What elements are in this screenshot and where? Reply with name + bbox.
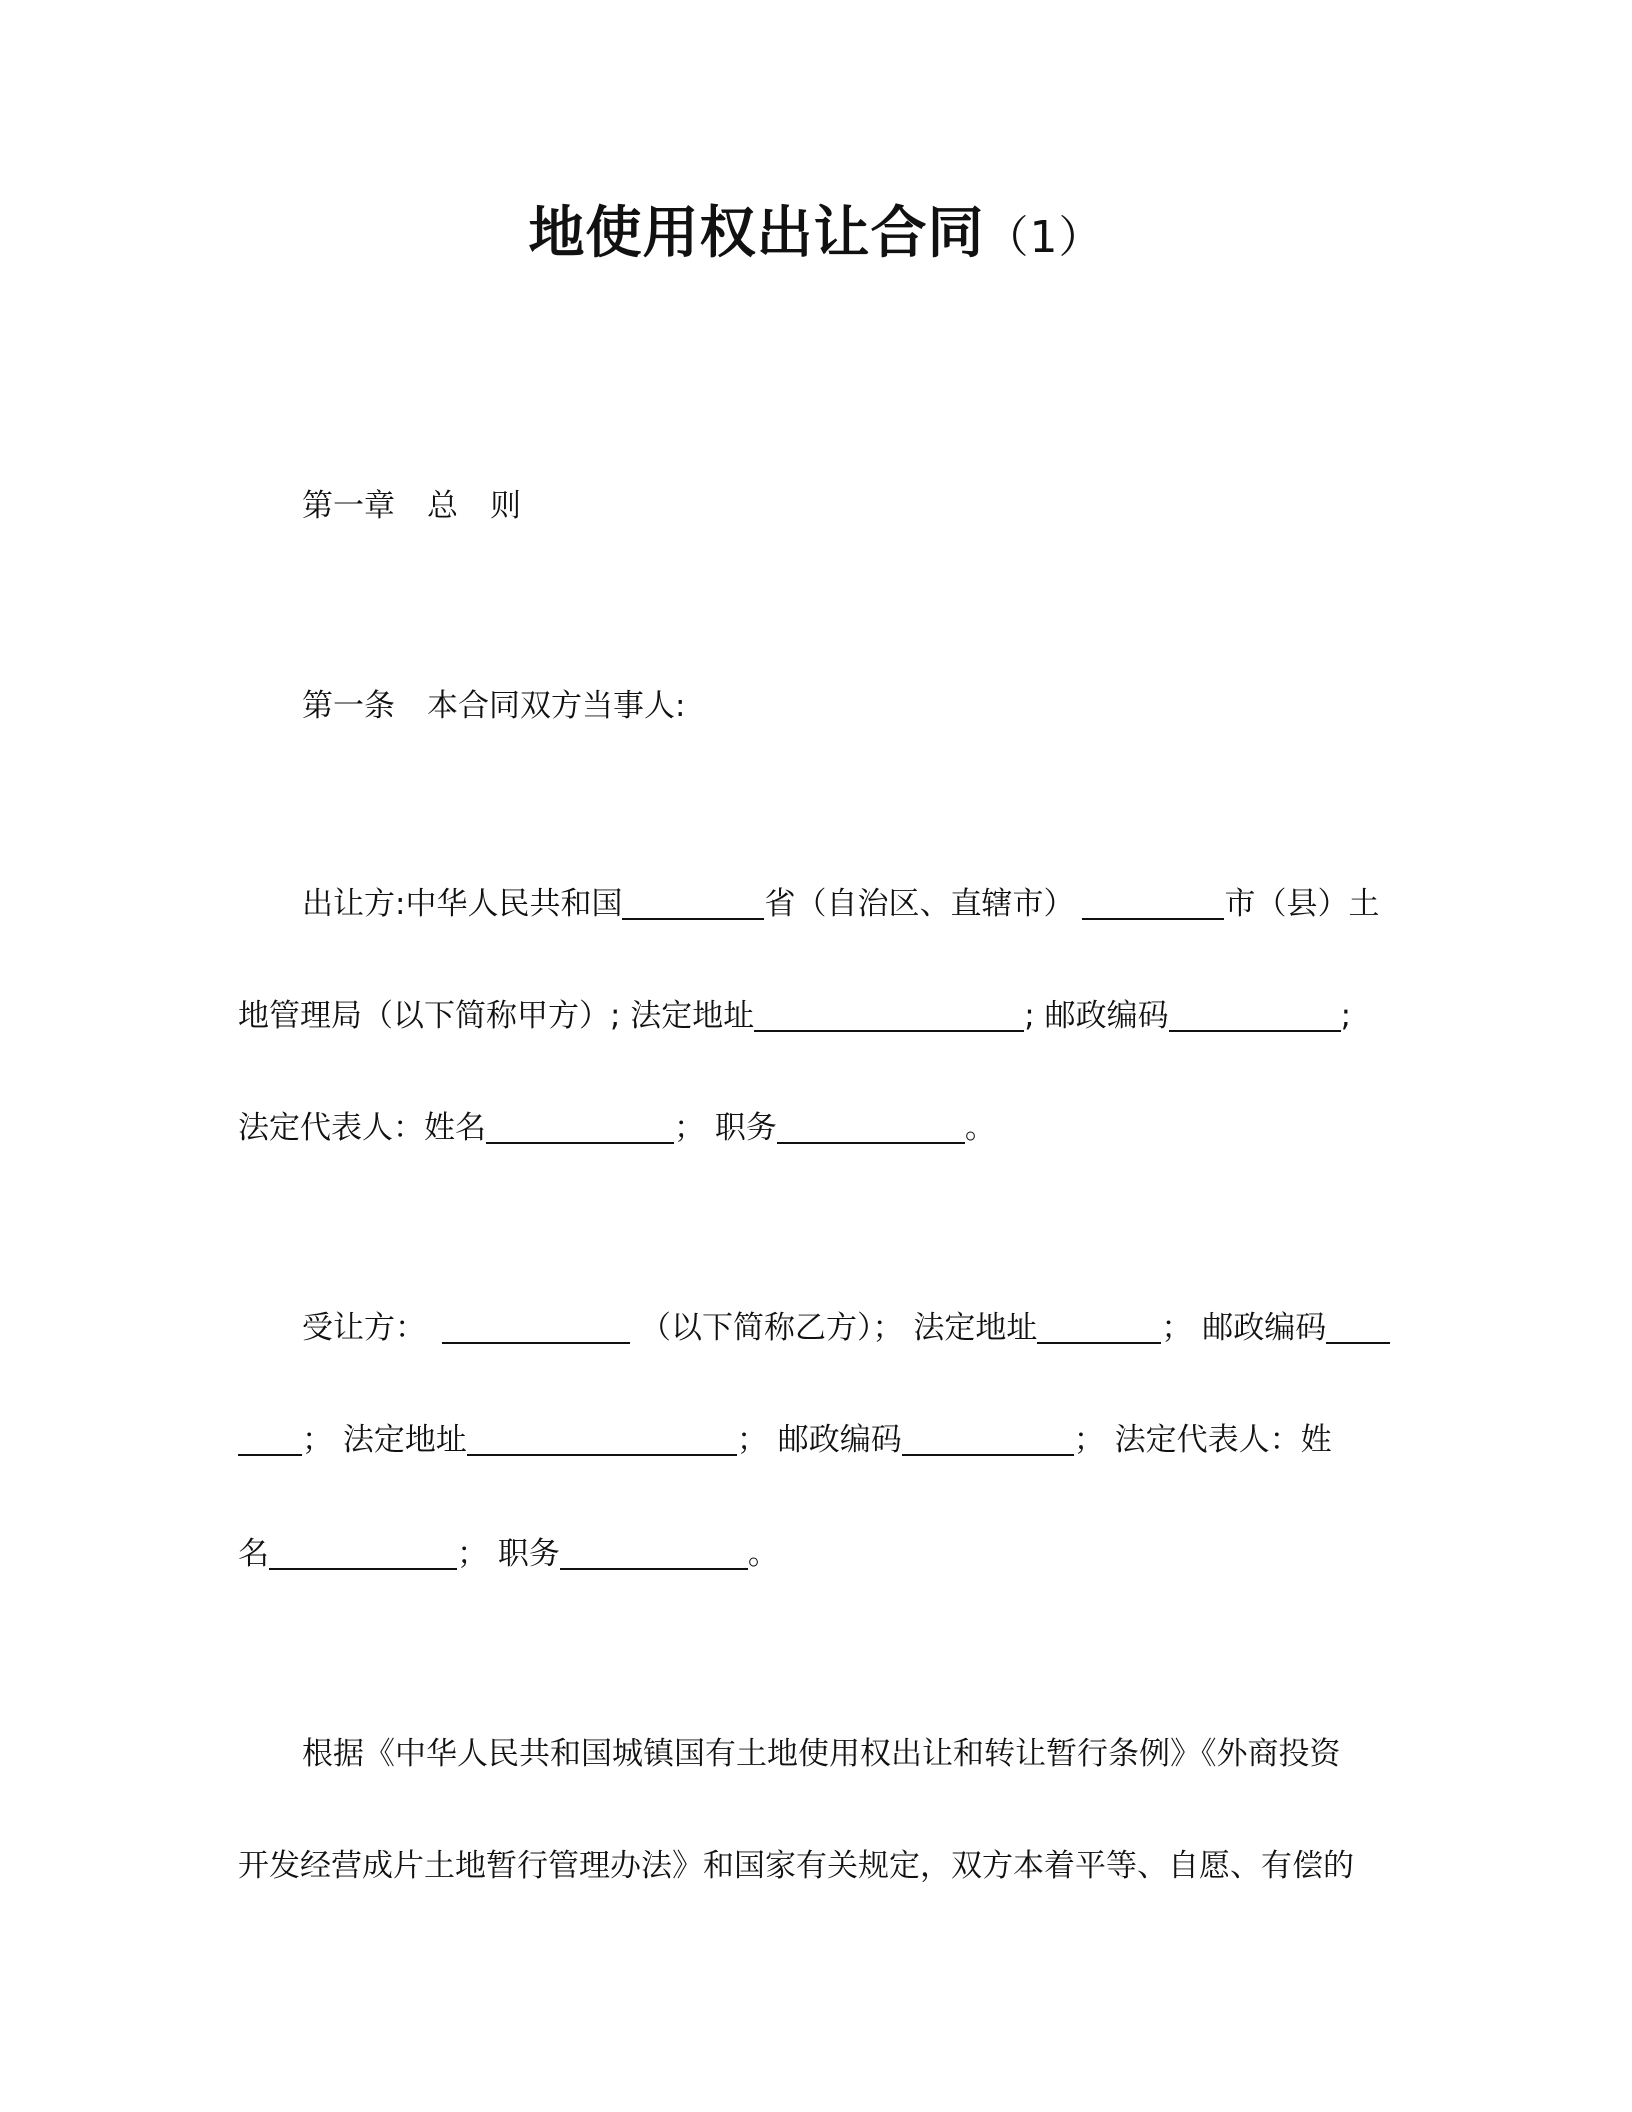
grantor-rep-name-label: 法定代表人：姓名: [238, 1110, 486, 1146]
article-1-number: 第一条: [302, 688, 395, 724]
grantee-rep-label: ； 法定代表人：姓: [1073, 1422, 1332, 1458]
grantee-rep-name-blank[interactable]: [269, 1538, 457, 1570]
grantee-postcode-blank-2[interactable]: [902, 1424, 1074, 1456]
grantee-line-3-end: 。: [747, 1536, 779, 1572]
article-1-text: 本合同双方当事人:: [427, 688, 686, 724]
grantor-rep-title-blank[interactable]: [777, 1112, 965, 1144]
grantee-line-1: [302, 1306, 1390, 1350]
grantor-address-label: 地管理局（以下简称甲方）; 法定地址: [238, 998, 755, 1034]
city-text: 市（县）土: [1224, 886, 1380, 922]
grantee-address-blank[interactable]: [1037, 1312, 1161, 1344]
grantor-line-1: [302, 882, 1379, 926]
chapter-number: 第一章: [302, 488, 395, 524]
grantee-rep-title-blank[interactable]: [560, 1538, 748, 1570]
grantee-name-blank[interactable]: [442, 1312, 630, 1344]
grantor-label: 出让方:中华人民共和国: [302, 886, 623, 922]
city-blank[interactable]: [1082, 888, 1224, 920]
chapter-name-part2: 则: [490, 488, 521, 524]
grantor-address-blank[interactable]: [754, 1000, 1024, 1032]
grantee-postcode-blank-b[interactable]: [238, 1424, 302, 1456]
grantee-line-2: [238, 1418, 1332, 1462]
title-suffix: （1）: [984, 212, 1104, 263]
grantee-rep-name-label: 名: [238, 1536, 269, 1572]
grantor-line-2-end: ;: [1340, 998, 1352, 1034]
grantor-rep-title-label: ； 职务: [674, 1110, 777, 1146]
province-blank[interactable]: [622, 888, 764, 920]
grantor-line-2: [238, 994, 1351, 1038]
grantee-address-blank-2[interactable]: [467, 1424, 737, 1456]
grantee-label: 受让方：: [302, 1310, 426, 1346]
grantee-address-label: （以下简称乙方）； 法定地址: [640, 1310, 1038, 1346]
grantee-address-label-2: ； 法定地址: [302, 1422, 467, 1458]
basis-line-2: 开发经营成片土地暂行管理办法》和国家有关规定，双方本着平等、自愿、有偿的: [238, 1848, 1354, 1884]
grantee-postcode-label: ； 邮政编码: [1161, 1310, 1327, 1346]
basis-line-1: 根据《中华人民共和国城镇国有土地使用权出让和转让暂行条例》《外商投资: [302, 1736, 1341, 1772]
grantee-line-3: [238, 1532, 779, 1576]
grantee-postcode-blank-a[interactable]: [1326, 1312, 1390, 1344]
province-text: 省（自治区、直辖市）: [764, 886, 1075, 922]
grantor-postcode-blank[interactable]: [1169, 1000, 1341, 1032]
grantee-rep-title-label: ； 职务: [457, 1536, 560, 1572]
chapter-heading: [302, 484, 521, 528]
grantor-line-3-end: 。: [964, 1110, 996, 1146]
grantor-postcode-label: ; 邮政编码: [1024, 998, 1169, 1034]
title-text: 地使用权出让合同: [528, 201, 985, 266]
grantor-rep-name-blank[interactable]: [486, 1112, 674, 1144]
article-1-heading: [302, 684, 685, 728]
chapter-name-part1: 总: [427, 488, 458, 524]
grantor-line-3: [238, 1106, 996, 1150]
grantee-postcode-label-2: ； 邮政编码: [736, 1422, 902, 1458]
document-title: [0, 196, 1632, 276]
